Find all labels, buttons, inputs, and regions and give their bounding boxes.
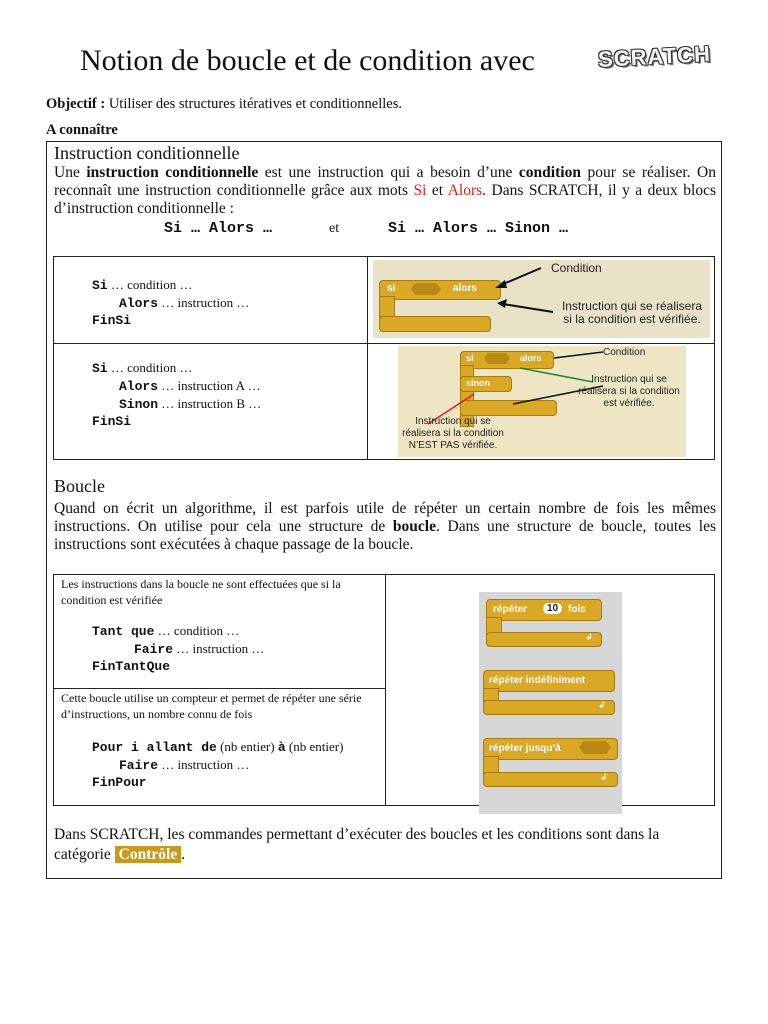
block-label: sinon	[466, 378, 490, 388]
block-label: alors	[520, 353, 542, 363]
annotation-not-verified: Instruction qui se réalisera si la condition N’EST PAS vérifiée.	[402, 416, 504, 451]
keyword-si: Si	[413, 182, 427, 199]
loop-arrow-icon: ↲	[598, 700, 606, 710]
table-cell	[54, 575, 386, 689]
code-keyword: à	[277, 740, 286, 755]
code-keyword: FinSi	[92, 313, 132, 328]
code-keyword: FinTantQue	[92, 659, 171, 674]
objective-label: Objectif :	[46, 96, 106, 112]
text: . Dans SCRATCH, il y a deux blocs d’instruction conditionnelle :	[54, 182, 716, 217]
indefiniment-block-bottom	[483, 700, 615, 715]
bold-term: instruction conditionnelle	[86, 164, 259, 181]
code-keyword: Si	[92, 278, 108, 293]
block-label: fois	[568, 604, 586, 615]
code-text: … instruction B …	[158, 396, 262, 411]
loop-table	[53, 574, 715, 806]
loop-note: Cette boucle utilise un compteur et permet de répéter une série d’instructions, un nombre connu de fois	[61, 691, 362, 721]
annotation-instruction: Instruction qui se réalisera si la condition est vérifiée.	[561, 299, 703, 326]
code-keyword: Pour i allant de	[92, 740, 217, 755]
scratch-logo: SCRATCH	[597, 41, 712, 72]
table-cell	[54, 689, 386, 806]
text: pour se réaliser. On reconnaît une instruction conditionnelle grâce aux mots	[54, 164, 716, 199]
pseudocode-tantque	[54, 608, 385, 675]
conditional-table	[53, 256, 715, 460]
code-keyword: Tant que	[92, 624, 155, 639]
text: et	[426, 182, 448, 199]
pseudocode-si-alors-sinon	[54, 344, 367, 430]
loop-arrow-icon: ↲	[585, 632, 593, 642]
code-keyword: FinPour	[92, 775, 147, 790]
a-connaitre-heading: A connaître	[46, 122, 118, 138]
code-keyword: Alors	[119, 296, 159, 311]
scratch-si-image	[373, 260, 710, 338]
pseudocode-pour	[54, 722, 385, 791]
text: Quand on écrit un algorithme, il est parfois utile de répéter un certain nombre de fois les mêmes instructions. On utilise pour cela une structure de	[54, 500, 716, 535]
condition-slot	[579, 741, 611, 754]
objective	[46, 96, 402, 113]
block-label: alors	[453, 283, 477, 294]
pseudocode-si-alors	[54, 257, 367, 329]
code-text: … condition …	[107, 360, 193, 375]
table-cell	[54, 257, 368, 344]
code-keyword: Si	[92, 361, 108, 376]
table-cell	[368, 257, 715, 344]
form-et: et	[329, 221, 340, 236]
category-controle: Contrôle	[115, 846, 182, 863]
block-label: répéter jusqu’à	[489, 743, 561, 754]
code-text: … instruction …	[158, 757, 250, 772]
text: Une	[54, 164, 87, 181]
keyword-alors: Alors	[447, 182, 483, 199]
bold-term: boucle	[392, 518, 436, 535]
block-label: si	[466, 353, 474, 363]
code-text: (nb entier)	[285, 739, 344, 754]
loop-note: Les instructions dans la boucle ne sont effectuées que si la condition est vérifiée	[61, 577, 341, 607]
code-keyword: Alors	[119, 379, 159, 394]
scratch-loop-blocks-image	[479, 592, 622, 814]
scratch-si-sinon-image	[398, 346, 686, 457]
code-keyword: Faire	[134, 642, 174, 657]
code-text: … instruction …	[158, 295, 250, 310]
code-text: … instruction A …	[158, 378, 261, 393]
jusqua-block-bottom	[483, 772, 618, 787]
text: est une instruction qui a besoin d’une	[258, 164, 519, 181]
loop-paragraph	[54, 500, 716, 554]
annotation-condition: Condition	[603, 347, 646, 358]
block-label: répéter indéfiniment	[489, 675, 586, 686]
code-text: … instruction …	[173, 641, 265, 656]
form-si-alors: Si … Alors …	[164, 220, 273, 237]
block-label: répéter	[493, 604, 527, 615]
table-row	[54, 344, 715, 460]
table-row	[54, 575, 715, 689]
annotation-instruction: Instruction qui se réalisera si la condition est vérifiée.	[578, 374, 680, 409]
code-keyword: FinSi	[92, 414, 132, 429]
footer-paragraph	[54, 825, 716, 865]
text: . Dans une structure de boucle, toutes les instructions sont exécutées à chaque passage de la boucle.	[54, 518, 716, 553]
table-cell	[368, 344, 715, 460]
code-text: … condition …	[107, 277, 193, 292]
annotation-condition: Condition	[551, 261, 602, 275]
block-label: si	[387, 283, 396, 294]
conditional-paragraph	[54, 164, 716, 218]
text: .	[181, 846, 186, 863]
form-si-alors-sinon: Si … Alors … Sinon …	[388, 220, 569, 237]
objective-text: Utiliser des structures itératives et conditionnelles.	[105, 96, 402, 112]
repeat-count-field[interactable]: 10	[543, 603, 562, 614]
table-row	[54, 257, 715, 344]
conditional-heading: Instruction conditionnelle	[54, 143, 240, 163]
table-cell	[386, 575, 715, 806]
code-text: (nb entier)	[216, 739, 278, 754]
code-text: … condition …	[154, 623, 240, 638]
text: Dans SCRATCH, les commandes permettant d’exécuter des boucles et les conditions sont dans la catégorie	[54, 826, 660, 863]
page-title: Notion de boucle et de condition avec	[80, 44, 535, 77]
code-keyword: Sinon	[119, 397, 159, 412]
bold-term: condition	[518, 164, 581, 181]
loop-arrow-icon: ↲	[600, 772, 608, 782]
table-cell	[54, 344, 368, 460]
code-keyword: Faire	[119, 758, 159, 773]
loop-heading: Boucle	[54, 476, 105, 496]
